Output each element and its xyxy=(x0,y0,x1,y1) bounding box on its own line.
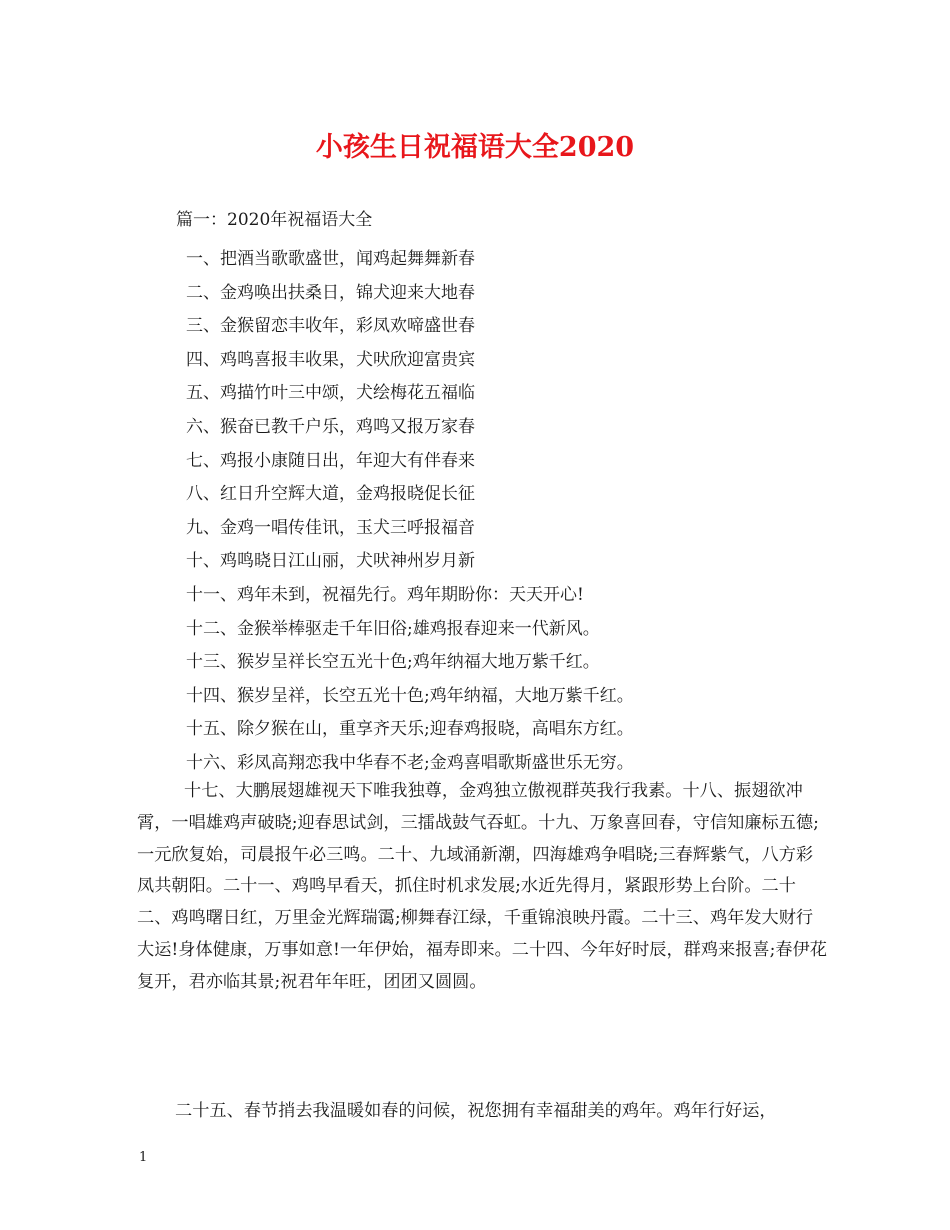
list-item: 十五、除夕猴在山，重享齐天乐;迎春鸡报晓，高唱东方红。 xyxy=(186,719,634,740)
blessing-list xyxy=(186,243,634,781)
list-item: 一、把酒当歌歌盛世，闻鸡起舞舞新春 xyxy=(186,249,475,269)
body-paragraph: 二十五、春节捎去我温暖如春的问候，祝您拥有幸福甜美的鸡年。鸡年行好运， xyxy=(175,1101,777,1121)
list-item: 六、猴奋已教千户乐，鸡鸣又报万家春 xyxy=(186,416,475,437)
list-item: 十四、猴岁呈祥，长空五光十色;鸡年纳福，大地万紫千红。 xyxy=(186,685,634,706)
list-item: 四、鸡鸣喜报丰收果，犬吠欣迎富贵宾 xyxy=(186,349,475,370)
list-item: 三、金猴留恋丰收年，彩凤欢啼盛世春 xyxy=(186,316,475,337)
body-paragraph: 十七、大鹏展翅雄视天下唯我独尊，金鸡独立傲视群英我行我素。十八、振翅欲冲霄，一唱雄鸡声破晓;迎春思试剑，三擂战鼓气吞虹。十九、万象喜回春，守信知廉标五德;一元欣复始，司晨报午必三鸣。二十、九域涌新潮，四海雄鸡争唱晓;三春辉紫气，八方彩凤共朝阳。二十一、鸡鸣早看天，抓住时机求发展;水近先得月，紧跟形势上台阶。二十二、鸡鸣曙日红，万里金光辉瑞霭;柳舞春江绿，千重锦浪映丹霞。二十三、鸡年发大财行大运!身体健康，万事如意!一年伊始，福寿即来。二十四、今年好时辰，群鸡来报喜;春伊花复开，君亦临其景;祝君年年旺，团团又圆圆。 xyxy=(137,781,827,992)
section-heading: 篇一：2020年祝福语大全 xyxy=(176,210,373,230)
list-item: 五、鸡描竹叶三中颂，犬绘梅花五福临 xyxy=(186,383,475,404)
list-item: 二、金鸡唤出扶桑日，锦犬迎来大地春 xyxy=(186,282,475,303)
list-item: 十三、猴岁呈祥长空五光十色;鸡年纳福大地万紫千红。 xyxy=(186,652,600,673)
page-number: 1 xyxy=(139,1150,148,1165)
list-item: 十二、金猴举棒驱走千年旧俗;雄鸡报春迎来一代新风。 xyxy=(186,618,600,639)
list-item: 八、红日升空辉大道，金鸡报晓促长征 xyxy=(186,484,475,505)
list-item: 十一、鸡年未到，祝福先行。鸡年期盼你：天天开心! xyxy=(186,584,584,605)
list-item: 七、鸡报小康随日出，年迎大有伴春来 xyxy=(186,450,475,471)
list-item: 十、鸡鸣晓日江山丽，犬吠神州岁月新 xyxy=(186,551,475,572)
list-item: 十六、彩凤高翔恋我中华春不老;金鸡喜唱歌斯盛世乐无穷。 xyxy=(186,752,634,773)
list-item: 九、金鸡一唱传佳讯，玉犬三呼报福音 xyxy=(186,517,475,538)
document-title: 小孩生日祝福语大全2020 xyxy=(315,132,635,163)
